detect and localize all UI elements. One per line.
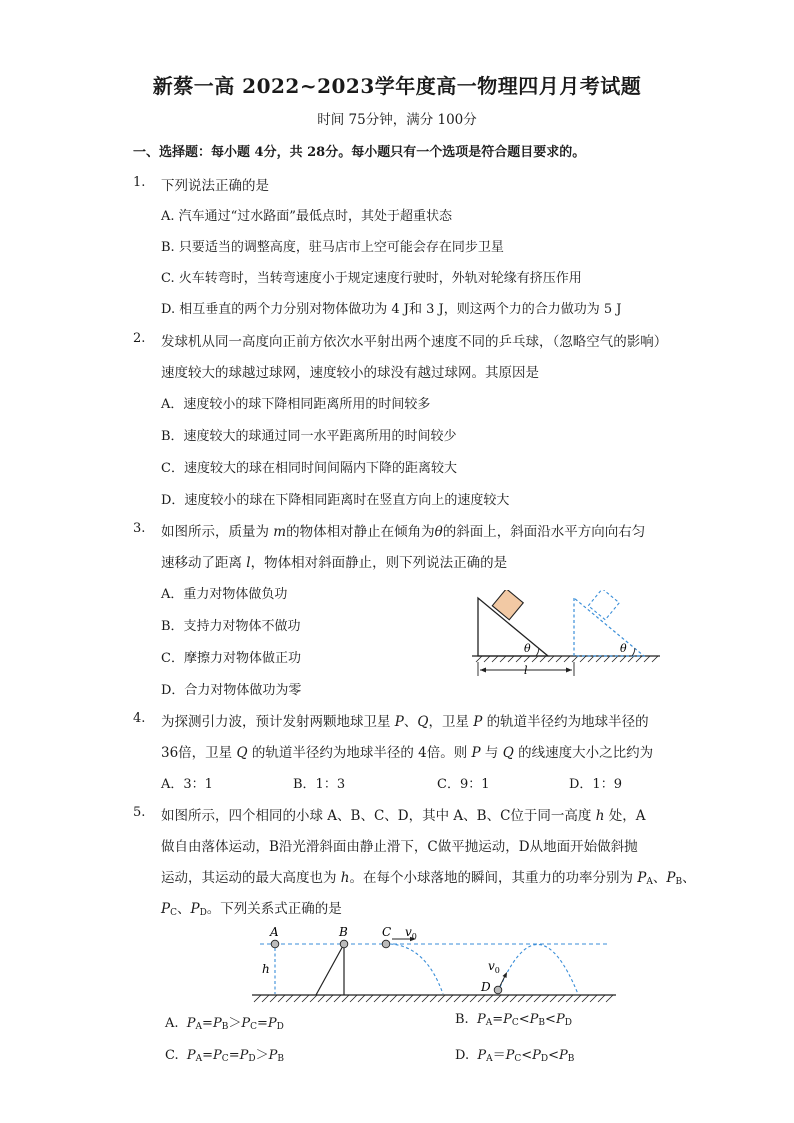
option-c: C. $P_A=P_C=P_D>P_B$ — [165, 1048, 284, 1064]
option-b: B．1：3 — [293, 777, 346, 792]
option-a: A．速度较小的球下降相同距离所用的时间较多 — [161, 397, 431, 412]
question-number: 3. — [133, 521, 146, 536]
question-stem: $P_C$、$P_D$。下列关系式正确的是 — [161, 901, 342, 918]
option-a: A. 汽车通过“过水路面”最低点时，其处于超重状态 — [161, 209, 452, 224]
option-a: A．3：1 — [161, 777, 213, 792]
option-b: B．支持力对物体不做功 — [161, 619, 301, 634]
question-stem: 做自由落体运动，B沿光滑斜面由静止滑下，C做平抛运动，D从地面开始做斜抛 — [161, 839, 638, 855]
option-d: D．1：9 — [569, 777, 622, 792]
ball-a-label: A — [270, 925, 279, 939]
ball-b-label: B — [339, 925, 348, 939]
question-number: 2. — [133, 331, 146, 346]
option-d: D．速度较小的球在下降相同距离时在竖直方向上的速度较大 — [161, 493, 510, 508]
section-heading: 一、选择题：每小题 4分，共 28分。每小题只有一个选项是符合题目要求的。 — [133, 145, 586, 160]
exam-info: 时间 75分钟，满分 100分 — [317, 112, 477, 128]
option-d: D. $P_A=P_C<P_D<P_B$ — [455, 1048, 575, 1064]
incline-figure — [468, 590, 668, 680]
page-title: 新蔡一高 2022~2023学年度高一物理四月月考试题 — [152, 74, 642, 98]
question-number: 4. — [133, 711, 146, 726]
projectile-figure — [248, 922, 620, 1006]
question-number: 5. — [133, 805, 146, 820]
option-c: C. 火车转弯时，当转弯速度小于规定速度行驶时，外轨对轮缘有挤压作用 — [161, 271, 582, 286]
option-b: B．速度较大的球通过同一水平距离所用的时间较少 — [161, 429, 457, 444]
option-a: A．重力对物体做负功 — [161, 587, 288, 602]
option-b: B. $P_A=P_C<P_B<P_D$ — [455, 1012, 572, 1028]
question-stem: 下列说法正确的是 — [161, 178, 269, 194]
ball-c-label: C — [382, 925, 392, 939]
question-number: 1. — [133, 175, 146, 190]
question-stem: 速移动了距离 l，物体相对斜面静止，则下列说法正确的是 — [161, 555, 508, 571]
question-stem: 发球机从同一高度向正前方依次水平射出两个速度不同的乒乓球，（忽略空气的影响） — [161, 334, 668, 350]
question-stem: 运动，其运动的最大高度也为 h。在每个小球落地的瞬间，其重力的功率分别为 $P_A$、$P_B$、 — [161, 870, 696, 887]
question-stem: 如图所示，四个相同的小球 A、B、C、D，其中 A、B、C位于同一高度 h 处，A — [161, 808, 646, 824]
distance-label: l — [524, 664, 528, 677]
angle-label: θ — [524, 642, 531, 655]
option-a: A. $P_A=P_B>P_C=P_D$ — [165, 1016, 284, 1032]
option-c: C．速度较大的球在相同时间间隔内下降的距离较大 — [161, 461, 457, 476]
option-d: D．合力对物体做功为零 — [161, 683, 302, 698]
option-c: C．摩擦力对物体做正功 — [161, 651, 301, 666]
question-stem: 速度较大的球越过球网，速度较小的球没有越过球网。其原因是 — [161, 365, 539, 381]
question-stem: 如图所示，质量为 m的物体相对静止在倾角为θ的斜面上，斜面沿水平方向向右匀 — [161, 524, 646, 540]
angle-label: θ — [620, 642, 627, 655]
question-stem: 36倍，卫星 Q 的轨道半径约为地球半径的 4倍。则 P 与 Q 的线速度大小之比约为 — [161, 745, 654, 761]
ball-d-label: D — [481, 980, 491, 994]
question-stem: 为探测引力波，预计发射两颗地球卫星 P、Q，卫星 P 的轨道半径约为地球半径的 — [161, 714, 649, 730]
velocity-label: $v_0$ — [488, 959, 500, 975]
option-c: C．9：1 — [437, 777, 490, 792]
option-b: B. 只要适当的调整高度，驻马店市上空可能会存在同步卫星 — [161, 240, 504, 255]
option-d: D. 相互垂直的两个力分别对物体做功为 4 J和 3 J，则这两个力的合力做功为 5 J — [161, 302, 622, 317]
height-label: h — [262, 962, 270, 976]
velocity-label: $v_0$ — [405, 925, 417, 941]
